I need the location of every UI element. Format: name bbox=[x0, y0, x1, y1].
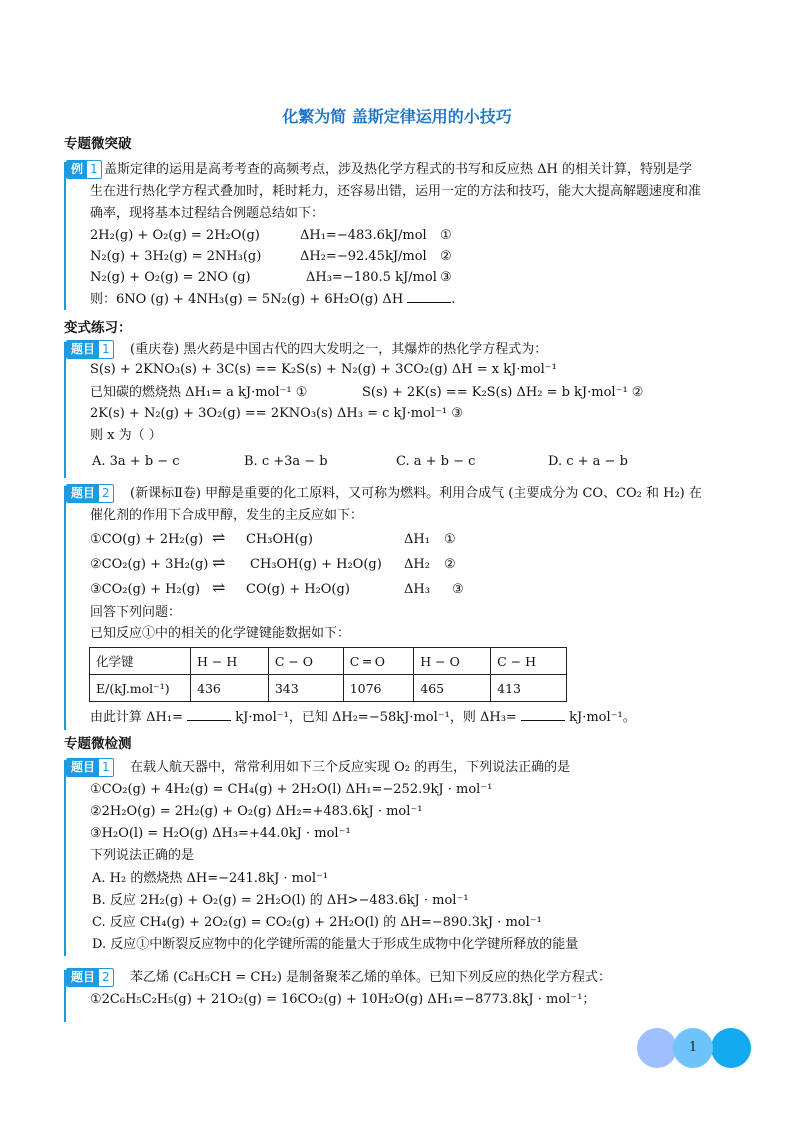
equation: ①CO₂(g) + 4H₂(g) = CH₄(g) + 2H₂O(l) ΔH₁=−252.9kJ · mol⁻¹ bbox=[90, 782, 493, 797]
paragraph-line: (重庆卷) 黑火药是中国古代的四大发明之一，其爆炸的热化学方程式为： bbox=[130, 342, 548, 357]
reaction-right: CH₃OH(g) bbox=[246, 532, 313, 547]
calc-text: 由此计算 ΔH₁= bbox=[90, 710, 183, 725]
table-header-cell: 化学键 bbox=[90, 648, 191, 675]
option-d: D. 反应①中断裂反应物中的化学键所需的能量大于形成生成物中化学键所释放的能量 bbox=[92, 937, 579, 952]
paragraph-line: 确率，现将基本过程结合例题总结如下： bbox=[90, 206, 325, 221]
question-tag bbox=[66, 758, 114, 777]
left-accent-bar bbox=[64, 162, 66, 310]
paragraph-line: 在载人航天器中，常常利用如下三个反应实现 O₂ 的再生，下列说法正确的是 bbox=[130, 760, 571, 775]
table-cell: 343 bbox=[268, 675, 343, 702]
bond-energy-table bbox=[89, 647, 567, 702]
section-heading: 专题微突破 bbox=[64, 136, 132, 152]
tag-number: 2 bbox=[102, 970, 110, 984]
answer-blank bbox=[521, 708, 565, 721]
equation: ②2H₂O(g) = 2H₂(g) + O₂(g) ΔH₂=+483.6kJ · mol⁻¹ bbox=[90, 804, 423, 819]
option-d: D. c + a − b bbox=[548, 454, 628, 469]
reaction-left: ③CO₂(g) + H₂(g) bbox=[90, 582, 201, 597]
tag-label: 题目 bbox=[67, 969, 99, 986]
paragraph-line: (新课标Ⅱ卷) 甲醇是重要的化工原料，又可称为燃料。利用合成气 (主要成分为 CO、CO₂ 和 H₂) 在 bbox=[130, 486, 702, 501]
enthalpy: ΔH₃ bbox=[404, 582, 430, 597]
paragraph-line: 盖斯定律的运用是高考考查的高频考点，涉及热化学方程式的书写和反应热 ΔH 的相关计算，特别是学 bbox=[104, 162, 692, 177]
equation: 已知碳的燃烧热 ΔH₁= a kJ·mol⁻¹ ① bbox=[90, 385, 308, 400]
paragraph-line: 生在进行热化学方程式叠加时，耗时耗力，还容易出错，运用一定的方法和技巧，能大大提高解题速度和准 bbox=[90, 184, 702, 199]
question-tag bbox=[66, 484, 114, 503]
equation: S(s) + 2K(s) == K₂S(s) ΔH₂ = b kJ·mol⁻¹ ② bbox=[362, 385, 644, 400]
paragraph-line: 已知反应①中的相关的化学键键能数据如下： bbox=[90, 626, 351, 641]
option-a: A. H₂ 的燃烧热 ΔH=−241.8kJ · mol⁻¹ bbox=[92, 871, 329, 886]
equilibrium-arrow-icon: ⇌ bbox=[212, 528, 226, 547]
table-row-label: E/(kJ.mol⁻¹) bbox=[90, 675, 191, 702]
question-tag bbox=[66, 968, 114, 987]
paragraph-line: 回答下列问题： bbox=[90, 605, 182, 620]
tag-number: 1 bbox=[102, 760, 110, 774]
option-b: B. c +3a − b bbox=[244, 454, 328, 469]
tag-number: 1 bbox=[90, 162, 98, 176]
question-line bbox=[90, 290, 455, 310]
enthalpy: ΔH₁ bbox=[404, 532, 430, 547]
table-row bbox=[90, 648, 567, 675]
paragraph-line: 苯乙烯 (C₆H₅CH = CH₂) 是制备聚苯乙烯的单体。已知下列反应的热化学方程式： bbox=[130, 970, 612, 985]
option-c: C. 反应 CH₄(g) + 2O₂(g) = CO₂(g) + 2H₂O(l) 的 ΔH=−890.3kJ · mol⁻¹ bbox=[92, 915, 542, 930]
eq-number: ③ bbox=[452, 582, 464, 597]
option-a: A. 3a + b − c bbox=[92, 454, 180, 469]
equation: ③H₂O(l) = H₂O(g) ΔH₃=+44.0kJ · mol⁻¹ bbox=[90, 826, 351, 841]
table-cell: 465 bbox=[414, 675, 491, 702]
enthalpy: ΔH₂ bbox=[404, 557, 430, 572]
paragraph-line: 下列说法正确的是 bbox=[90, 848, 195, 863]
equation: S(s) + 2KNO₃(s) + 3C(s) == K₂S(s) + N₂(g) + 3CO₂(g) ΔH = x kJ·mol⁻¹ bbox=[90, 362, 557, 377]
question-text: 则：6NO (g) + 4NH₃(g) = 5N₂(g) + 6H₂O(g) ΔH bbox=[90, 292, 404, 307]
equilibrium-arrow-icon: ⇌ bbox=[212, 578, 226, 597]
table-header-cell: H − H bbox=[191, 648, 269, 675]
section-heading: 专题微检测 bbox=[64, 736, 132, 752]
table-header-cell: C − H bbox=[491, 648, 567, 675]
table-cell: 436 bbox=[191, 675, 269, 702]
equation: N₂(g) + 3H₂(g) = 2NH₃(g) bbox=[90, 249, 262, 264]
enthalpy: ΔH₃=−180.5 kJ/mol bbox=[306, 270, 437, 285]
left-accent-bar bbox=[64, 760, 66, 956]
example-tag bbox=[66, 160, 102, 179]
table-header-cell: H − O bbox=[414, 648, 491, 675]
eq-number: ③ bbox=[440, 270, 452, 285]
left-accent-bar bbox=[64, 486, 66, 730]
decorative-circle bbox=[637, 1028, 677, 1068]
eq-number: ② bbox=[440, 249, 452, 264]
paragraph-line: 催化剂的作用下合成甲醇，发生的主反应如下： bbox=[90, 508, 364, 523]
answer-blank bbox=[187, 708, 231, 721]
tag-label: 例 bbox=[67, 161, 87, 178]
left-accent-bar bbox=[64, 342, 66, 478]
calc-text: kJ·mol⁻¹。 bbox=[569, 710, 636, 725]
question-line: 则 x 为（ ） bbox=[90, 428, 162, 443]
equation: ①2C₆H₅C₂H₅(g) + 21O₂(g) = 16CO₂(g) + 10H₂O(g) ΔH₁=−8773.8kJ · mol⁻¹； bbox=[90, 992, 596, 1007]
tag-label: 题目 bbox=[67, 341, 99, 358]
tag-label: 题目 bbox=[67, 485, 99, 502]
reaction-left: ②CO₂(g) + 3H₂(g) bbox=[90, 557, 209, 572]
enthalpy: ΔH₁=−483.6kJ/mol bbox=[300, 228, 427, 243]
tag-number: 2 bbox=[102, 486, 110, 500]
reaction-right: CH₃OH(g) + H₂O(g) bbox=[250, 557, 382, 572]
equation: 2H₂(g) + O₂(g) = 2H₂O(g) bbox=[90, 228, 260, 243]
equation: N₂(g) + O₂(g) = 2NO (g) bbox=[90, 270, 251, 285]
equilibrium-arrow-icon: ⇌ bbox=[212, 553, 226, 572]
table-header-cell: C ═ O bbox=[343, 648, 414, 675]
calc-text: kJ·mol⁻¹，已知 ΔH₂=−58kJ·mol⁻¹，则 ΔH₃= bbox=[235, 710, 517, 725]
question-end: . bbox=[451, 292, 456, 307]
eq-number: ① bbox=[444, 532, 456, 547]
table-row bbox=[90, 675, 567, 702]
reaction-right: CO(g) + H₂O(g) bbox=[246, 582, 350, 597]
table-cell: 1076 bbox=[343, 675, 414, 702]
eq-number: ① bbox=[440, 228, 452, 243]
answer-blank bbox=[407, 290, 451, 303]
eq-number: ② bbox=[444, 557, 456, 572]
decorative-circle bbox=[711, 1028, 751, 1068]
page-number: 1 bbox=[673, 1028, 713, 1068]
tag-number: 1 bbox=[102, 342, 110, 356]
calc-line bbox=[90, 708, 636, 728]
table-cell: 413 bbox=[491, 675, 567, 702]
section-heading: 变式练习： bbox=[64, 320, 132, 336]
tag-label: 题目 bbox=[67, 759, 99, 776]
equation: 2K(s) + N₂(g) + 3O₂(g) == 2KNO₃(s) ΔH₃ = c kJ·mol⁻¹ ③ bbox=[90, 406, 463, 421]
enthalpy: ΔH₂=−92.45kJ/mol bbox=[300, 249, 427, 264]
option-b: B. 反应 2H₂(g) + O₂(g) = 2H₂O(l) 的 ΔH>−483.6kJ · mol⁻¹ bbox=[92, 893, 469, 908]
question-tag bbox=[66, 340, 114, 359]
table-header-cell: C − O bbox=[268, 648, 343, 675]
reaction-left: ①CO(g) + 2H₂(g) bbox=[90, 532, 204, 547]
option-c: C. a + b − c bbox=[396, 454, 476, 469]
page-title: 化繁为简 盖斯定律运用的小技巧 bbox=[282, 107, 512, 126]
